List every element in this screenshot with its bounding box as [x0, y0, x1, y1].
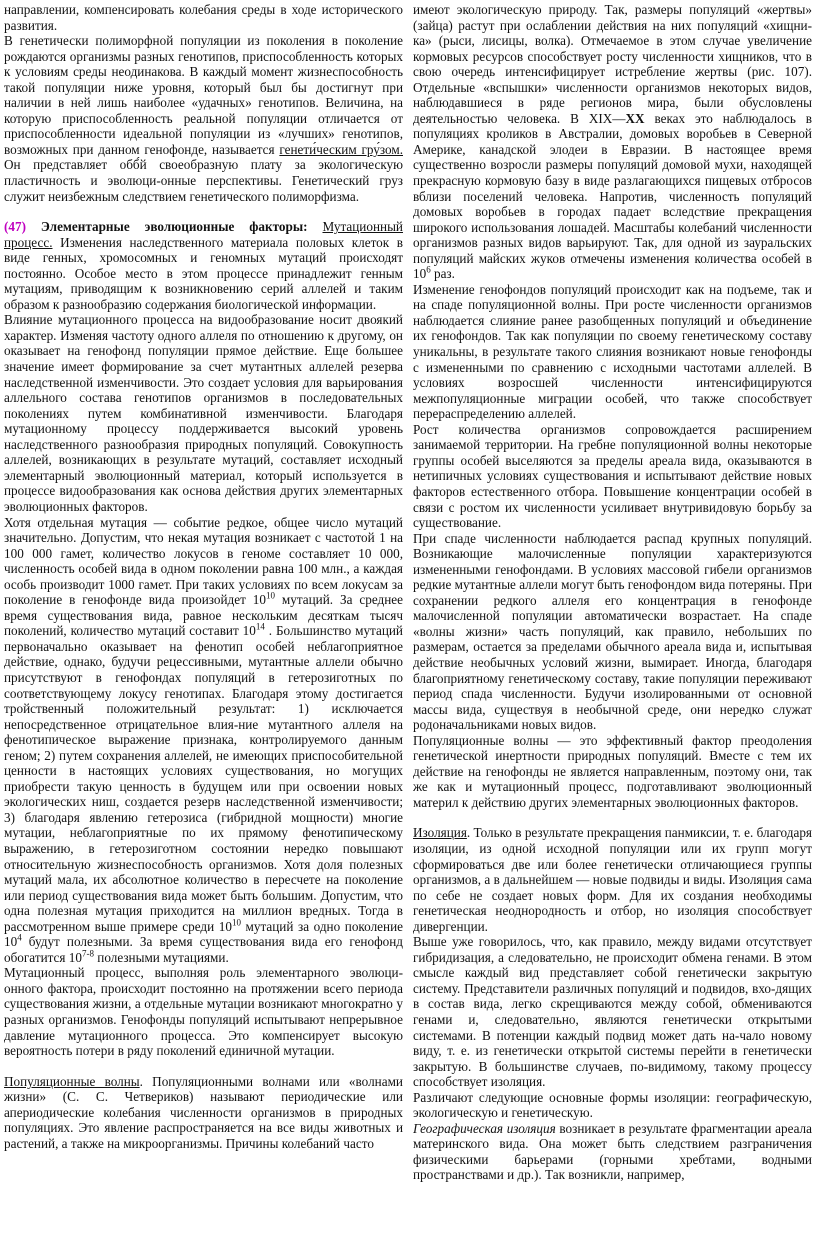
- question-number: (47): [4, 219, 26, 235]
- right-column: [413, 2, 812, 1242]
- paragraph: Мутационный процесс, выполняя роль элементарного эволюци-онного фактора, происходит постоянно на протяжении всего периода существования жизни, а отдельные мутации возникают многократно у разных организмов. Генофонды популяций испытывают непрерывное давление мутационного процесса. Это компенсирует высокую вероятность потери в ряду поколений единичной мутации.: [4, 965, 403, 1059]
- section-heading: Элементарные эволюционные факторы:: [25, 219, 308, 235]
- paragraph: Рост количества организмов сопровождается расширением занимаемой территории. На гребне популяционной волны некоторые группы особей выселяются за пределы ареала вида, оказываются в нетипичных условиях существования и испытывают действие новых факторов естественного отбора. Повышение концентрации особей в связи с ростом их численности усиливает внутривидовую борьбу за существование.: [413, 421, 812, 531]
- term-mutation-process: Мутационный процесс.: [4, 219, 403, 250]
- paragraph: Различают следующие основные формы изоляции: географическую, экологическую и генетическую.: [413, 1089, 812, 1121]
- term-geographic-isolation: Географическая изоляция: [413, 1120, 556, 1136]
- paragraph-mutation-process: (47) Элементарные эволюционные факторы: Мутационный процесс. Изменения наследственного материала половых клеток в виде генных, хромосомных и геномных мутаций происходят постоянно. Особое место в этом процессе принадлежит генным мутациям, приводящим к возникновению серий аллелей и таким образом к разнообразию содержания биологической информации.: [4, 219, 403, 312]
- paragraph: При спаде численности наблюдается распад крупных популяций. Возникающие малочисленные популяции характеризуются измененными генофондами. В условиях массовой гибели организмов редкие мутантные аллели могут быть генофондом вида потеряны. При сохранении редкого аллеля его концентрация в генофонде малочисленной популяции автоматически возрастает. На спаде «волны жизни» часть популяций, как правило, небольших по размерам, остается за пределами обычного ареала вида и, испытывая действие необычных условий жизни, вымирает. Иногда, благодаря благоприятному генетическому составу, такие популяции переживают период спада численности. Будучи изолированными от основной массы вида, существуя в необычной среде, они нередко служат родоначальниками новых видов.: [413, 530, 812, 733]
- paragraph: направлении, компенсировать колебания среды в ходе исторического развития.: [4, 2, 403, 33]
- paragraph-mutation-count: Хотя отдельная мутация — событие редкое, общее число мутаций значительно. Допустим, что некая мутация возникает с частотой 1 на 100 000 гамет, количество локусов в геноме составляет 10 000, численность особей вида в одном поколении равна 100 млн., а каждая особь производит 1000 гамет. При таких условиях по всем локусам за поколение в генофонде вида произойдет $10^{10}$ мутаций. За среднее время существования вида, равное нескольким десяткам тысяч поколений, количество мутаций составит $10^{14}$ . Большинство мутаций первоначально оказывает на фенотип особей неблагоприятное действие, однако, будучи рецессивными, мутантные аллели обычно присутствуют в генофондах популяций в гетерозиготных по соответствующему локусу генотипах. Благодаря этому достигается тройственный положительный результат: 1) исключается непосредственное отрицательное влия-ние мутантного аллеля на фенотипическое выражение признака, контролируемого данным геном; 2) путем сохранения аллелей, не имеющих приспособительной ценности в настоящих условиях существования, но могущих приобрести такую ценность в будущем или при освоении новых экологических ниш, создается резерв наследственной изменчивости; 3) благодаря явлению гетерозиса (гибридной мощности) многие мутации, неблагоприятные по их прямому фенотипическому выражению, в гетерозиготном состоянии нередко повышают относительную жизнеспособность организмов. Хотя доля полезных мутаций мала, их абсолютное количество в пересчете на поколение или период существования вида может быть большим. Допустим, что одна полезная мутация приходится на миллион вредных. Тогда в рассмотренном выше примере среди $10^{10}$ мутаций за одно поколение $10^4$ будут полезными. За время существования вида его генофонд обогатится 10$^{7-8}$ полезными мутациями.: [4, 514, 403, 965]
- paragraph-isolation: Изоляция. Только в результате прекращения панмиксии, т. е. благодаря изоляции, из одной исходной популяции или их групп могут сформироваться две или более генетически отличающиеся группы организмов, а в дальнейшем — новые подвиды и виды. Изоляция сама по себе не создает новых форм. Для их создания необходимы генетическая неоднородность и отбор, но изоляция способствует дивергенции.: [413, 825, 812, 934]
- paragraph: Изменение генофондов популяций происходит как на подъеме, так и на спаде популяционной волны. При росте численности организмов наблюдается слияние ранее разобщенных популяций и объединение их генофондов. Так как популяции по своему генетическому составу уникальны, в результате такого слияния возникают новые генофонды с измененными по сравнению с исходными частотами аллелей. В условиях возросшей численности интенсифицируются межпопуляционные миграции особей, что также способствует перераспределению аллелей.: [413, 281, 812, 422]
- left-column: [4, 2, 403, 1242]
- paragraph: Влияние мутационного процесса на видообразование носит двоякий характер. Изменяя частоту одного аллеля по отношению к другому, он оказывает на генофонд популяции прямое действие. Еще большее значение имеет формирование за счет мутантных аллелей резерва наследственной изменчивости. Это создает условия для варьирования аллельного состава генотипов организмов в последовательных поколениях путем комбинативной изменчивости. Благодаря мутационному процессу поддерживается высокий уровень наследственного разнообразия природных популяций. Совокупность аллелей, возникающих в результате мутаций, составляет исходный элементарный эволюционный материал, который используется в процессе видообразования как основа действия других элементарных эволюционных факторов.: [4, 312, 403, 514]
- paragraph-population-fluctuations: имеют экологическую природу. Так, размеры популяций «жертвы» (зайца) растут при ослаблении действия на них популяций «хищни-ка» (рыси, лисицы, волка). Отмечаемое в этом случае увеличение кормовых ресурсов способствует росту численности хищников, что в свою очередь интенсифицирует истребление жертвы (рис. 107). Отдельные «вспышки» численности организмов некоторых видов, наблюдавшиеся в ряде регионов мира, были обусловлены деятельностью человека. В XIX—XX веках это наблюдалось в популяциях кроликов в Австралии, домовых воробьев в Северной Америке, канадской элодеи в Евразии. В настоящее время существенно возросли размеры популяций домовой мухи, находящей прекрасную кормовую базу в виде разлагающихся пищевых отбросов вблизи поселений человека. Напротив, численность популяций домовых воробьев в городах падает вследствие прекращения широкого использования лошадей. Масштабы колебаний численности организмов разных видов варьируют. Так, для одной из зауральских популяций майских жуков отмечены изменения количества особей в $10^6$ раз.: [413, 2, 812, 282]
- paragraph-genetic-load: В генетически полиморфной популяции из поколения в поколение рождаются организмы разных генотипов, приспособленность которых к условиям среды неодинакова. В каждый момент жизнеспособность такой популяции ниже уровня, который был бы достигнут при наличии в ней лишь наиболее «удачных» генотипов. Величина, на которую приспособленность реальной популяции отличается от приспособленности идеальной популяции из «лучших» генотипов, возможных при данном генофонде, называется генети́ческим гру́зом. Он представляет обб́й своеобразную плату за экологическую пластичность и эволюци-онные перспективы. Генетический груз служит неизбежным следствием генетического полиморфизма.: [4, 33, 403, 204]
- paragraph-geographic-isolation: Географическая изоляция возникает в результате фрагментации ареала материнского вида. Она может быть следствием разграничения физическими барьерами (горными хребтами, водными пространствами и др.). Так возникли, например,: [413, 1120, 812, 1183]
- paragraph: Выше уже говорилось, что, как правило, между видами отсутствует гибридизация, а следовательно, не происходит обмена генами. В этом смысле каждый вид представляет собой генетически закрытую систему. Представители различных популяций и подвидов, вхо-дящих в состав вида, легко скрещиваются между собой, обмениваются генами и, следовательно, являются генетически открытыми системами. В потенции каждый подвид может дать на-чало новому виду, т. е. из генетически открытой системы перейти в генетически закрытую. В большинстве случаев, по-видимому, такому процессу способствует изоляция.: [413, 934, 812, 1090]
- paragraph: Популяционные волны — это эффективный фактор преодоления генетической инертности природных популяций. Вместе с тем их действие на генофонды не является направленным, поэтому они, так же как и мутационный процесс, подготавливают эволюционный материл к действию других элементарных эволюционных факторов.: [413, 732, 812, 810]
- term-genetic-load: генети́ческим гру́зом.: [279, 141, 403, 157]
- term-population-waves: Популяционные волны: [4, 1073, 140, 1089]
- paragraph-population-waves: Популяционные волны. Популяционными волнами или «волнами жизни» (С. С. Четвериков) называют периодические или апериодические колебания численности организмов в природных популяциях. Это явление распространяется на все виды животных и растений, а также на микроорганизмы. Причины колебаний часто: [4, 1073, 403, 1151]
- term-isolation: Изоляция: [413, 825, 467, 841]
